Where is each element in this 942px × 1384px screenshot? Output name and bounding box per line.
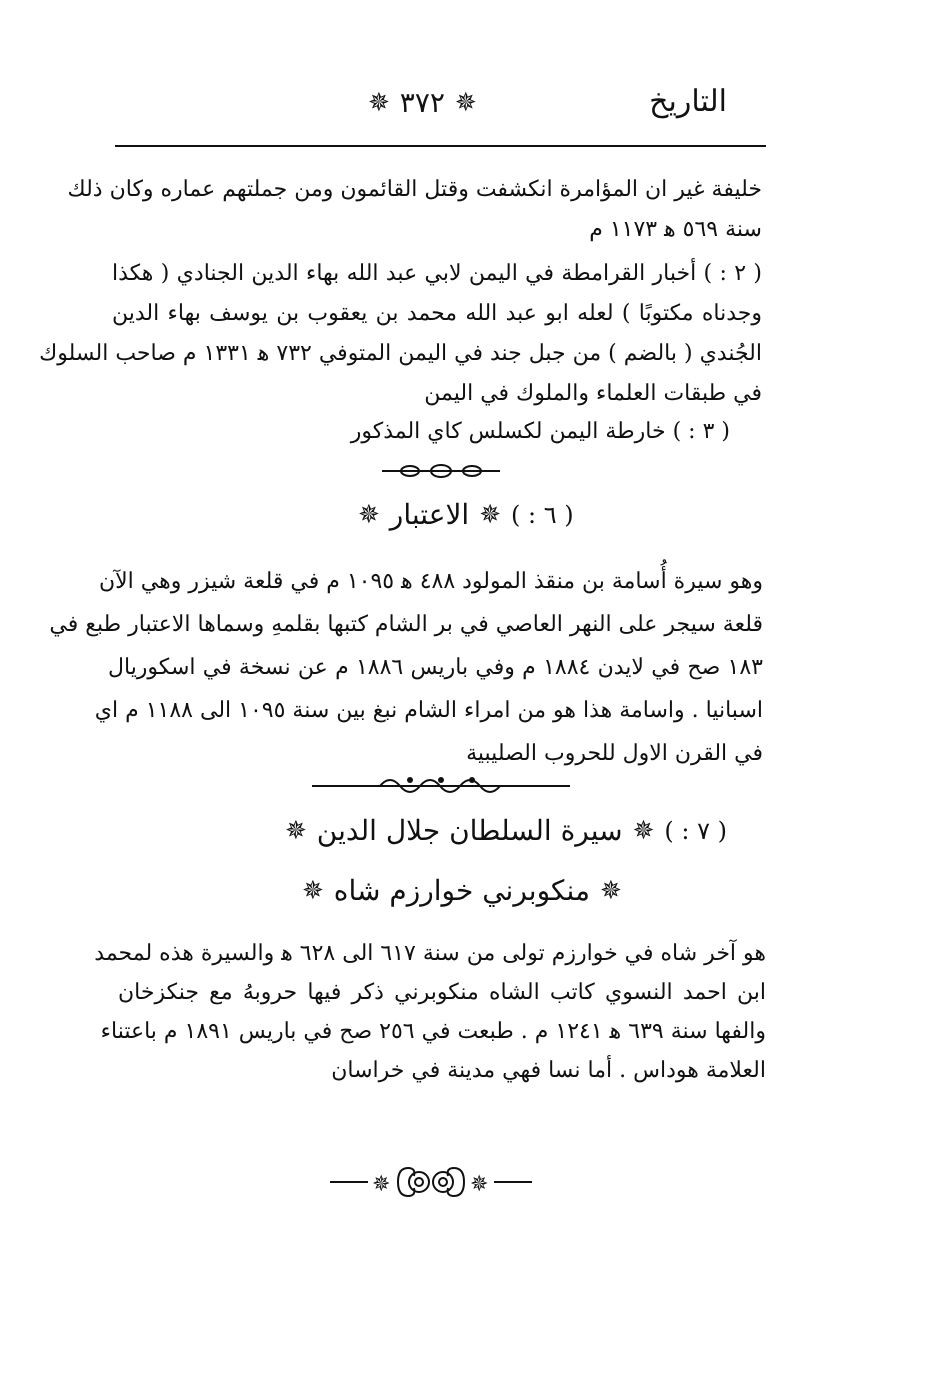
section-title: الاعتبار [389,498,470,531]
star-ornament-icon: ✵ [599,875,622,906]
section-number: ( ٦ : ) [511,500,574,529]
star-ornament-icon: ✵ [479,499,501,530]
end-ornament [328,1158,534,1204]
small-divider-ornament [380,460,502,482]
section-7-body [94,934,766,1090]
star-ornament-icon: ✵ [302,875,324,906]
note-2 [39,254,762,414]
text-line: قلعة سيجر على النهر العاصي في بر الشام كتبها بقلمهِ وسماها الاعتبار طبع في [49,612,763,637]
text-line: خليفة غير ان المؤامرة انكشفت وقتل القائمون ومن جملتهم عماره وكان ذلك [67,177,762,202]
section-subtitle: منكوبرني خوارزم شاه [333,874,590,907]
page-number-group [368,86,477,119]
text-line: والفها سنة ٦٣٩ ﻫ ١٢٤١ م . طبعت في ٢٥٦ صح في باريس ١٨٩١ م باعتناء [100,1019,766,1044]
text-line: هو آخر شاه في خوارزم تولى من سنة ٦١٧ الى ٦٢٨ ﻫ والسيرة هذه لمحمد [94,941,766,966]
paragraph-continuation [67,170,762,250]
text-line: اسبانيا . واسامة هذا هو من امراء الشام نبغ بين سنة ١٠٩٥ الى ١١٨٨ م اي [94,698,763,723]
star-ornament-icon: ✵ [358,499,380,530]
section-7-heading [285,814,727,847]
note-3: ( ٣ : ) خارطة اليمن لكسلس كاي المذكور [350,419,730,444]
text-line: في طبقات العلماء والملوك في اليمن [424,381,762,406]
text-line: ( ٢ : ) أخبار القرامطة في اليمن لابي عبد الله بهاء الدين الجنادي ( هكذا [112,261,762,286]
svg-text:✵: ✵ [372,1172,391,1197]
header-rule [115,145,766,147]
section-number: ( ٧ : ) [664,816,728,845]
running-title: التاريخ [649,84,727,119]
text-line: وجدناه مكتوبًا ) لعله ابو عبد الله محمد بن يعقوب بن يوسف بهاء الدين [112,301,762,326]
section-7-subheading [302,874,622,907]
text-line: في القرن الاول للحروب الصليبية [466,741,763,766]
text-line: ابن احمد النسوي كاتب الشاه منكوبرني ذكر فيها حروبهُ مع جنكزخان [118,980,766,1005]
text-line: سنة ٥٦٩ ﻫ ١١٧٣ م [589,217,762,242]
page-number: ٣٧٢ [399,86,445,119]
section-title: سيرة السلطان جلال الدين [316,814,623,847]
star-ornament-icon: ✵ [454,87,477,118]
text-line: ١٨٣ صح في لايدن ١٨٨٤ م وفي باريس ١٨٨٦ م عن نسخة في اسكوريال [108,655,763,680]
star-ornament-icon: ✵ [632,815,655,846]
star-ornament-icon: ✵ [368,87,390,118]
svg-text:✵: ✵ [470,1172,489,1197]
text-line: الجُندي ( بالضم ) من جبل جند في اليمن المتوفي ٧٣٢ ﻫ ١٣٣١ م صاحب السلوك [39,341,762,366]
section-6-heading [358,498,574,531]
star-ornament-icon: ✵ [285,815,307,846]
page-header [110,78,765,138]
divider-ornament [310,772,572,796]
text-line: وهو سيرة أُسامة بن منقذ المولود ٤٨٨ ﻫ ١٠٩٥ م في قلعة شيزر وهي الآن [98,569,763,594]
section-6-body [49,560,763,775]
text-line: العلامة هوداس . أما نسا فهي مدينة في خراسان [331,1058,766,1083]
